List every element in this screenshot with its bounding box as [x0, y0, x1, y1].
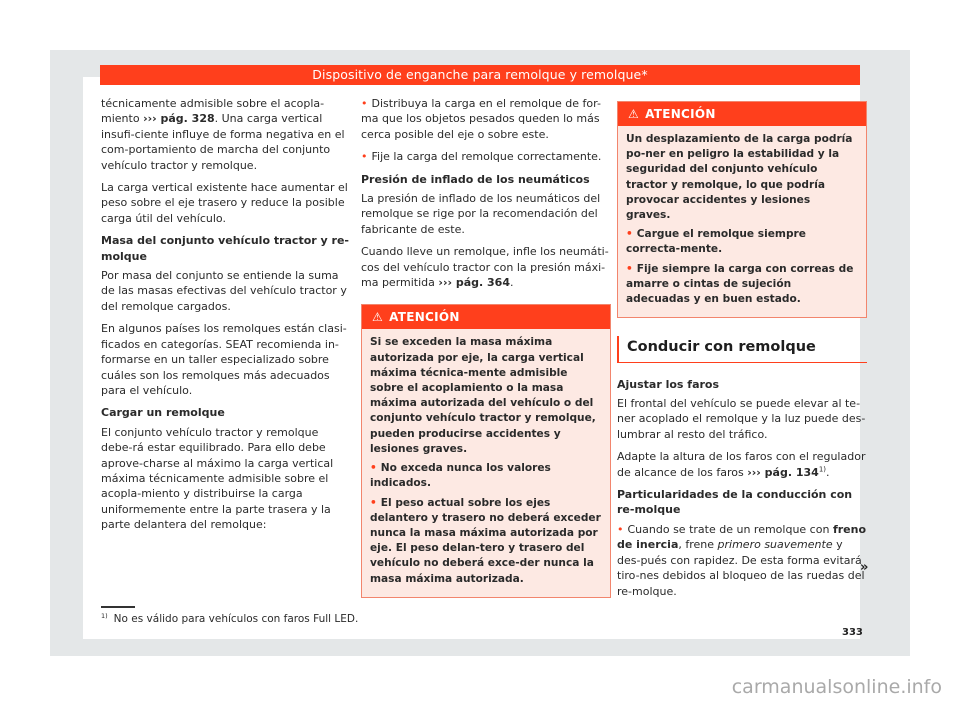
warning-header: ⚠ ATENCIÓN: [618, 102, 866, 126]
column-3: [617, 101, 867, 606]
footnote-divider: [101, 606, 135, 608]
bullet-icon: •: [617, 522, 624, 536]
bullet-icon: •: [626, 228, 633, 241]
page-reference-link[interactable]: ››› pág. 134: [747, 465, 819, 479]
footnote-marker: 1): [818, 465, 826, 474]
subheading-cargar: Cargar un remolque: [101, 406, 225, 420]
paragraph: Adapte la altura de los faros con el regulador de alcance de los faros ››› pág. 134$^{1)}$.: [617, 450, 866, 479]
page-reference-link[interactable]: ››› pág. 328: [143, 112, 215, 126]
paragraph: Por masa del conjunto se entiende la suma de las masas efectivas del vehículo tractor y del remolque cargados.: [101, 269, 347, 313]
paragraph: El frontal del vehículo se puede elevar al te-ner acoplado el remolque y la luz puede des-lumbrar al resto del tráfico.: [617, 397, 866, 441]
column-2: [361, 96, 611, 608]
paragraph: La presión de inflado de los neumáticos del remolque se rige por la recomendación del fabricante de este.: [361, 192, 601, 236]
subheading-presion: Presión de inflado de los neumáticos: [361, 172, 590, 186]
warning-body: Un desplazamiento de la carga podría po-ner en peligro la estabilidad y la seguridad del conjunto vehículo tractor y remolque, lo que podría provocar accidentes y lesiones graves. • Cargue el remolque siempre correcta-mente. • Fije siempre la carga con correas de amarre o cintas de sujeción adecuadas y en buen estado.: [618, 126, 866, 317]
list-item: • Distribuya la carga en el remolque de for-ma que los objetos pesados queden lo más cerca posible del eje o sobre este.: [361, 97, 601, 141]
page-reference-link[interactable]: ››› pág. 364: [438, 276, 510, 290]
list-item: • Cuando se trate de un remolque con freno de inercia, frene primero suavemente y des-pués con rapidez. De esta forma evitará tiro-nes debidos al bloqueo de las ruedas del re-molque.: [617, 522, 866, 598]
warning-header: ⚠ ATENCIÓN: [362, 305, 610, 329]
list-item: • No exceda nunca los valores indicados.: [370, 462, 551, 490]
paragraph: Cuando lleve un remolque, infle los neumáti-cos del vehículo tractor con la presión máxi-ma permitida ››› pág. 364.: [361, 245, 609, 290]
bullet-icon: •: [626, 262, 633, 275]
bullet-icon: •: [370, 462, 377, 475]
subheading-masa: Masa del conjunto vehículo tractor y re-molque: [101, 234, 349, 263]
continue-arrow-icon: »: [860, 560, 869, 575]
page-number: 333: [842, 627, 863, 638]
warning-triangle-icon: ⚠: [628, 107, 640, 121]
list-item: • Fije siempre la carga con correas de amarre o cintas de sujeción adecuadas y en buen estado.: [626, 262, 854, 306]
list-item: • Cargue el remolque siempre correcta-mente.: [626, 228, 806, 256]
subheading-particularidades: Particularidades de la conducción con re-molque: [617, 488, 853, 517]
warning-box: [361, 304, 611, 597]
subheading-faros: Ajustar los faros: [617, 377, 720, 391]
footnote: $^{1)}$ No es válido para vehículos con faros Full LED.: [101, 611, 359, 625]
watermark: carmanualsonline.info: [731, 676, 942, 698]
column-1: [101, 96, 351, 540]
bullet-icon: •: [361, 97, 368, 110]
section-title: Conducir con remolque: [617, 336, 867, 362]
chapter-header: Dispositivo de enganche para remolque y remolque*: [100, 65, 860, 85]
paragraph: La carga vertical existente hace aumentar el peso sobre el eje trasero y reduce la posible carga útil del vehículo.: [101, 181, 348, 225]
list-item: • Fije la carga del remolque correctamente.: [361, 150, 602, 164]
bullet-icon: •: [370, 496, 377, 509]
warning-triangle-icon: ⚠: [372, 310, 384, 325]
warning-body: Si se exceden la masa máxima autorizada por eje, la carga vertical máxima técnica-mente admisible sobre el acoplamiento o la masa máxima autorizada del vehículo o del conjunto vehículo tractor y remolque, pueden producirse accidentes y lesiones graves. • No exceda nunca los valores indicados. • El peso actual sobre los ejes delantero y trasero no deberá exceder nunca la masa máxima autorizada por eje. El peso delan-tero y trasero del vehículo no deberá exce-der nunca la masa máxima autorizada.: [362, 329, 610, 596]
paragraph: técnicamente admisible sobre el acopla-miento ››› pág. 328. Una carga vertical insufi-ciente influye de forma negativa en el com-portamiento de marcha del conjunto vehículo tractor y remolque.: [101, 97, 345, 172]
paragraph: En algunos países los remolques están clasi-ficados en categorías. SEAT recomienda in-formarse en un taller especializado sobre cuáles son los remolques más adecuados para el vehículo.: [101, 322, 347, 397]
paragraph: El conjunto vehículo tractor y remolque debe-rá estar equilibrado. Para ello debe aprove-charse al máximo la carga vertical máxima técnicamente admisible sobre el acopla-miento y distribuirse la carga uniformemente entre la parte trasera y la parte delantera del remolque:: [101, 425, 334, 532]
list-item: • El peso actual sobre los ejes delantero y trasero no deberá exceder nunca la masa máxima autorizada por eje. El peso delan-tero y trasero del vehículo no deberá exce-der nunca la masa máxima autorizada.: [370, 496, 601, 585]
warning-box: [617, 101, 867, 318]
bullet-icon: •: [361, 150, 368, 164]
